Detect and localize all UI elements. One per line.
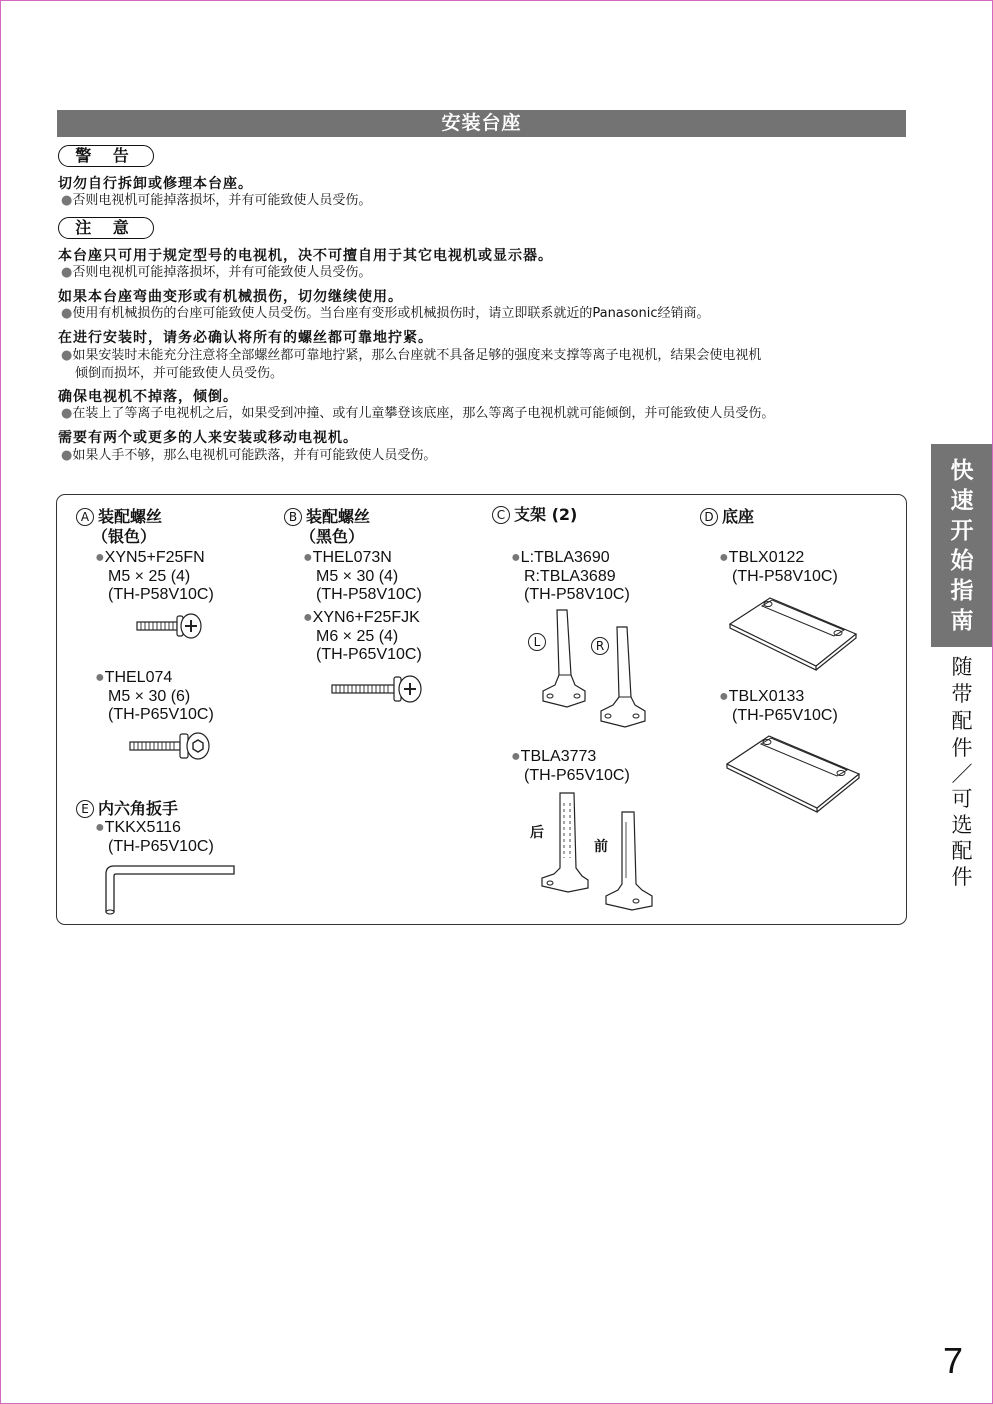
sidebar-char: 配	[951, 709, 973, 733]
part-a-title: A 装配螺丝	[76, 504, 162, 527]
caution-bullet: ●在装上了等离子电视机之后，如果受到冲撞、或有儿童攀登该底座，那么等离子电视机就可能倾倒，并可能致使人员受伤。	[61, 406, 775, 421]
caution-heading: 需要有两个或更多的人来安装或移动电视机。	[58, 430, 358, 446]
warning-heading: 切勿自行拆卸或修理本台座。	[58, 176, 253, 192]
letter-c-badge: C	[492, 506, 510, 524]
letter-a-badge: A	[76, 508, 94, 526]
sidebar-char: 南	[950, 608, 974, 634]
bracket-pair-58-illustration	[535, 605, 655, 730]
front-label: 前	[594, 839, 608, 855]
page-number: 7	[943, 1340, 964, 1381]
letter-e-badge: E	[76, 800, 94, 818]
part-a-item-1: ●XYN5+F25FN M5 × 25 (4) (TH-P58V10C)	[95, 549, 214, 603]
sidebar-char: ／	[951, 762, 973, 786]
caution-heading: 如果本台座弯曲变形或有机械损伤，切勿继续使用。	[58, 289, 403, 305]
caution-bullet: ●如果安装时未能充分注意将全部螺丝都可靠地拧紧，那么台座就不具备足够的强度来支撑等离子电视机，结果会使电视机	[61, 348, 762, 363]
part-b-color: （黑色）	[300, 527, 365, 546]
caution-bullet-continuation: 倾倒而损坏，并可能致使人员受伤。	[75, 366, 284, 381]
part-c-title: C 支架 (2)	[492, 502, 577, 525]
caution-heading: 在进行安装时，请务必确认将所有的螺丝都可靠地拧紧。	[58, 330, 433, 346]
caution-bullet: ●否则电视机可能掉落损坏，并有可能致使人员受伤。	[61, 265, 372, 280]
part-d-title: D 底座	[700, 504, 754, 527]
caution-label: 注 意	[58, 217, 154, 239]
caution-bullet: ●使用有机械损伤的台座可能致使人员受伤。当台座有变形或机械损伤时，请立即联系就近的Panasonic经销商。	[61, 306, 710, 321]
right-marker: R	[591, 637, 609, 655]
letter-b-badge: B	[284, 508, 302, 526]
bracket-pair-65-illustration	[538, 788, 663, 913]
sidebar-char: 选	[951, 813, 973, 837]
warning-bullet	[61, 193, 371, 209]
part-b-item-2: ●XYN6+F25FJK M6 × 25 (4) (TH-P65V10C)	[303, 609, 422, 663]
sidebar-char: 件	[951, 865, 973, 889]
section-title: 安装台座	[57, 110, 906, 137]
part-c-item-2: ●TBLA3773 (TH-P65V10C)	[511, 748, 630, 784]
sidebar-char: 带	[951, 682, 973, 706]
sidebar-char: 始	[950, 548, 974, 574]
back-label: 后	[530, 825, 544, 841]
part-a-item-2: ●THEL074 M5 × 30 (6) (TH-P65V10C)	[95, 669, 214, 723]
part-d-item-1: ●TBLX0122 (TH-P58V10C)	[719, 549, 838, 585]
part-c-item-1: ●L:TBLA3690 R:TBLA3689 (TH-P58V10C)	[511, 549, 630, 603]
sidebar-char: 件	[951, 736, 973, 760]
sidebar-char: 配	[951, 839, 973, 863]
sidebar-char: 指	[950, 578, 974, 604]
left-marker: L	[528, 633, 546, 651]
part-d-item-2: ●TBLX0133 (TH-P65V10C)	[719, 688, 838, 724]
screw-b-illustration	[330, 673, 425, 705]
bullet-dot: ●	[61, 193, 73, 208]
sidebar-char: 开	[950, 518, 974, 544]
sidebar-char: 可	[951, 787, 973, 811]
caution-heading: 本台座只可用于规定型号的电视机，决不可擅自用于其它电视机或显示器。	[58, 248, 553, 264]
screw-a2-illustration	[128, 730, 213, 762]
part-e-item: ●TKKX5116 (TH-P65V10C)	[95, 819, 214, 855]
part-b-item-1: ●THEL073N M5 × 30 (4) (TH-P58V10C)	[303, 549, 422, 603]
sidebar-char: 快	[950, 458, 974, 484]
sidebar-char: 随	[951, 655, 973, 679]
sidebar-char: 速	[950, 488, 974, 514]
base-plate-58-illustration	[728, 596, 860, 672]
part-a-color: （银色）	[92, 527, 157, 546]
sidebar-quick-start	[931, 444, 992, 647]
base-plate-65-illustration	[725, 734, 863, 814]
bullet-text: 否则电视机可能掉落损坏，并有可能致使人员受伤。	[72, 193, 372, 208]
part-b-title: B 装配螺丝	[284, 504, 370, 527]
warning-label: 警 告	[58, 145, 154, 167]
hex-wrench-illustration	[100, 862, 240, 918]
letter-d-badge: D	[700, 508, 718, 526]
caution-bullet: ●如果人手不够，那么电视机可能跌落，并有可能致使人员受伤。	[61, 448, 437, 463]
caution-heading: 确保电视机不掉落，倾倒。	[58, 389, 238, 405]
screw-a1-illustration	[135, 612, 205, 642]
part-e-title: E 内六角扳手	[76, 796, 178, 819]
